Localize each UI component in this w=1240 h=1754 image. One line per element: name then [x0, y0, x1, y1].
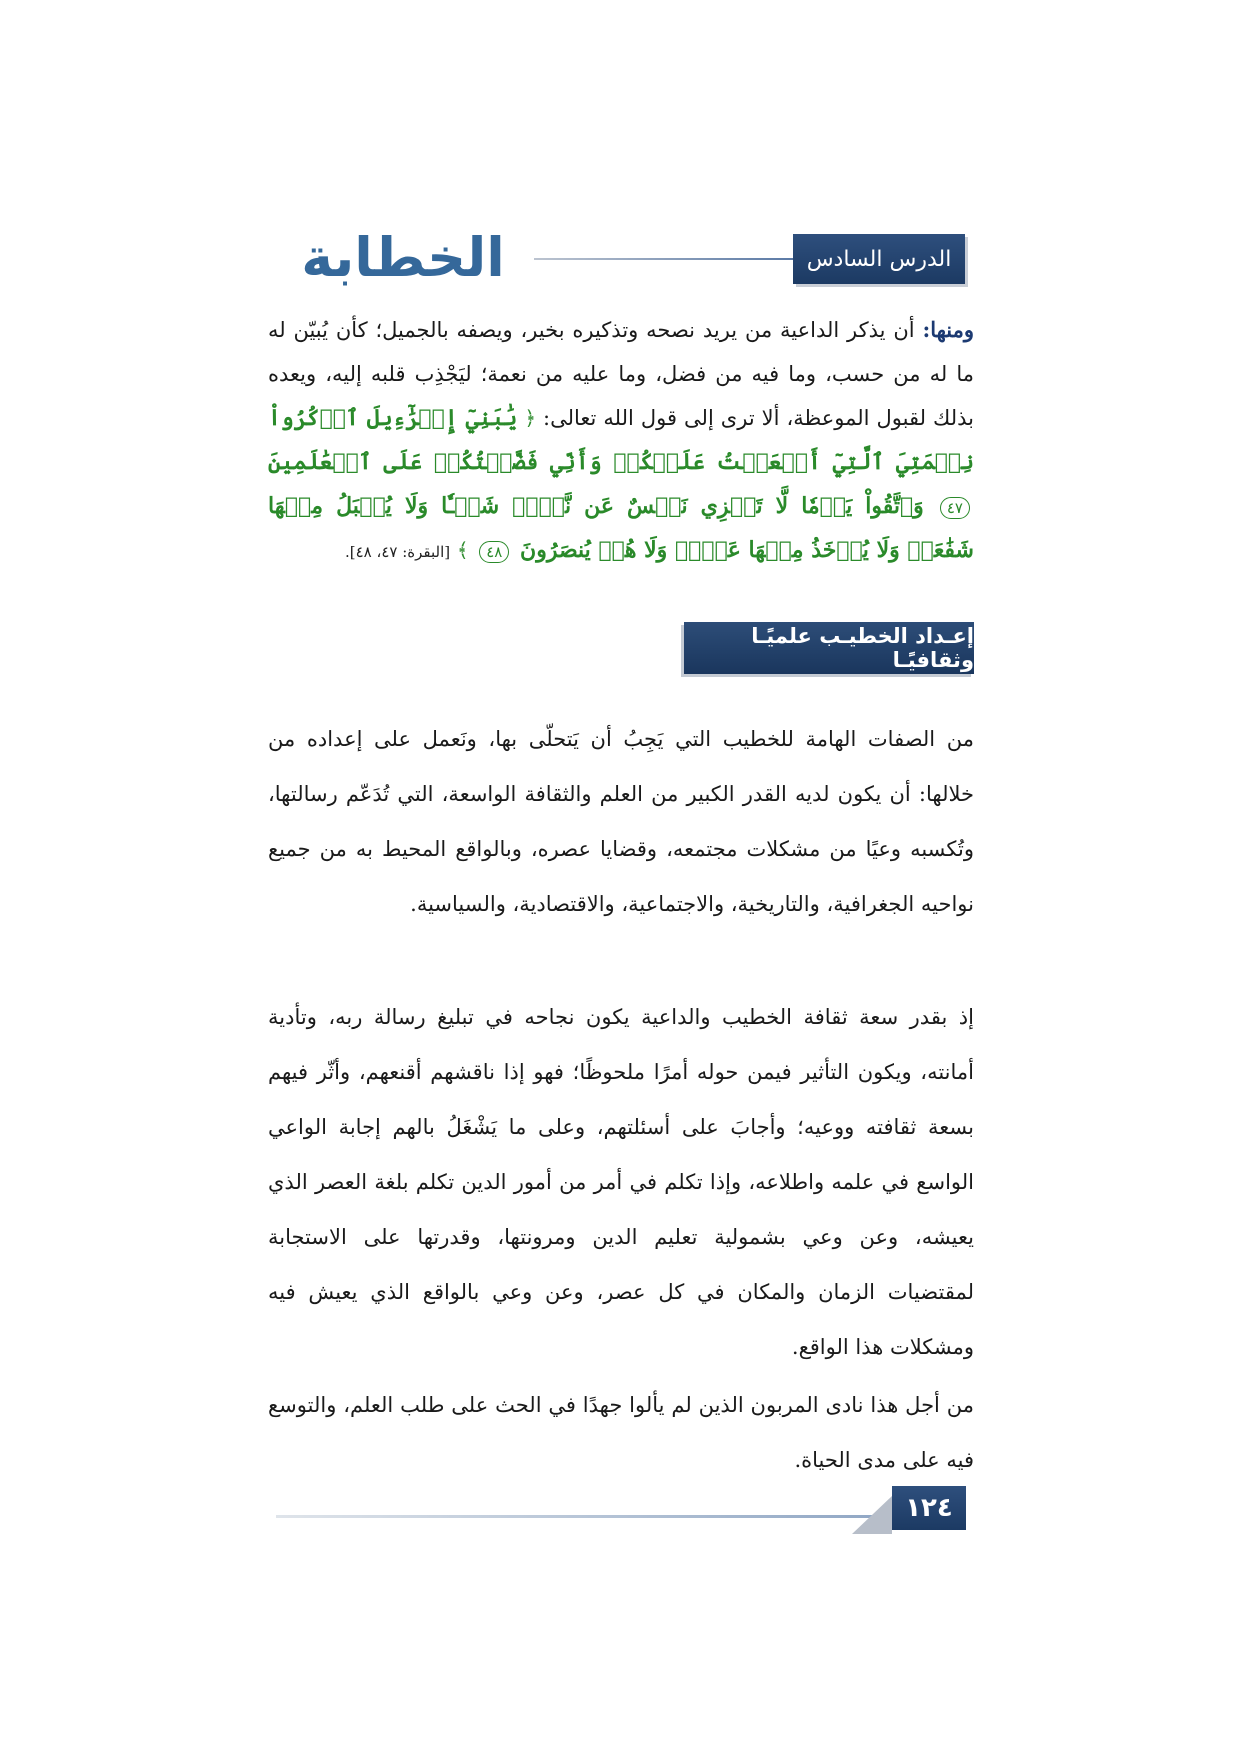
footer-divider	[276, 1515, 892, 1518]
paragraph-3: من أجل هذا نادى المربون الذين لم يألوا جهدًا في الحث على طلب العلم، والتوسع فيه على مدى الحياة.	[268, 1393, 974, 1472]
paragraph-2: إذ بقدر سعة ثقافة الخطيب والداعية يكون نجاحه في تبليغ رسالة ربه، وتأدية أمانته، ويكون التأثير فيمن حوله أمرًا ملحوظًا؛ فهو إذا ناقشهم أقنعهم، وأثّر فيهم بسعة ثقافته ووعيه؛ وأجابَ على أسئلتهم، وعلى ما يَشْغَلُ بالهم إجابة الواعي الواسع في علمه واطلاعه، وإذا تكلم في أمر من أمور الدين تكلم بلغة العصر الذي يعيشه، وعن وعي بشمولية تعليم الدين ومرونتها، وقدرتها على الاستجابة لمقتضيات الزمان والمكان في كل عصر، وعن وعي بالواقع الذي يعيش فيه ومشكلات هذا الواقع.	[268, 1005, 974, 1359]
page-number: ١٢٤	[892, 1486, 966, 1530]
quran-verse-47: يَٰبَنِيٓ إِسۡرَٰٓءِيلَ ٱذۡكُرُواْ نِعۡمَتِيَ ٱلَّتِيٓ أَنۡعَمۡتُ عَلَيۡكُمۡ وَأَنِّي فَضَّلۡتُكُمۡ عَلَى ٱلۡعَٰلَمِينَ	[268, 405, 974, 475]
lesson-label	[793, 234, 965, 284]
footer-wedge-shape	[852, 1496, 892, 1534]
section-heading-text: إعـداد الخطيـب علميًـا وثقافيًـا	[751, 624, 974, 672]
paragraph-1: من الصفات الهامة للخطيب التي يَجِبُ أن يَتحلّى بها، ونَعمل على إعداده من خلالها: أن يكون لديه القدر الكبير من العلم والثقافة الواسعة، التي تُدَعّم رسالتها، وتُكسبه وعيًا من مشكلات مجتمعه، وقضايا عصره، وبالواقع المحيط به من جميع نواحيه الجغرافية، والتاريخية، والاجتماعية، والاقتصادية، والسياسية.	[268, 727, 974, 916]
quran-close-bracket: ﴾	[456, 538, 469, 562]
header-divider	[534, 258, 793, 260]
intro-paragraph	[268, 308, 974, 574]
section-heading	[684, 622, 974, 674]
quran-reference: [البقرة: ٤٧، ٤٨].	[344, 543, 451, 561]
quran-verse-48: وَٱتَّقُواْ يَوۡمٗا لَّا تَجۡزِي نَفۡسٌ عَن نَّفۡسٖ شَيۡـٔٗا وَلَا يُقۡبَلُ مِنۡهَا شَفَٰعَةٞ وَلَا يُؤۡخَذُ مِنۡهَا عَدۡلٞ وَلَا هُمۡ يُنصَرُونَ	[268, 493, 974, 563]
book-title: الخطابة	[301, 225, 505, 289]
lesson-label-text: الدرس السادس	[806, 246, 952, 272]
intro-label: ومنها:	[922, 317, 974, 342]
ayah-number-47: ٤٧	[940, 497, 970, 519]
intro-text: أن يذكر الداعية من يريد نصحه وتذكيره بخير، ويصفه بالجميل؛ كأن يُبيّن له ما له من حسب، وما فيه من فضل، وما عليه من نعمة؛ ليَجْذِب قلبه إليه، ويعده بذلك لقبول الموعظة، ألا ترى إلى قول الله تعالى:	[268, 318, 974, 430]
ayah-number-48: ٤٨	[479, 541, 509, 563]
quran-open-bracket: ﴿	[524, 406, 537, 430]
